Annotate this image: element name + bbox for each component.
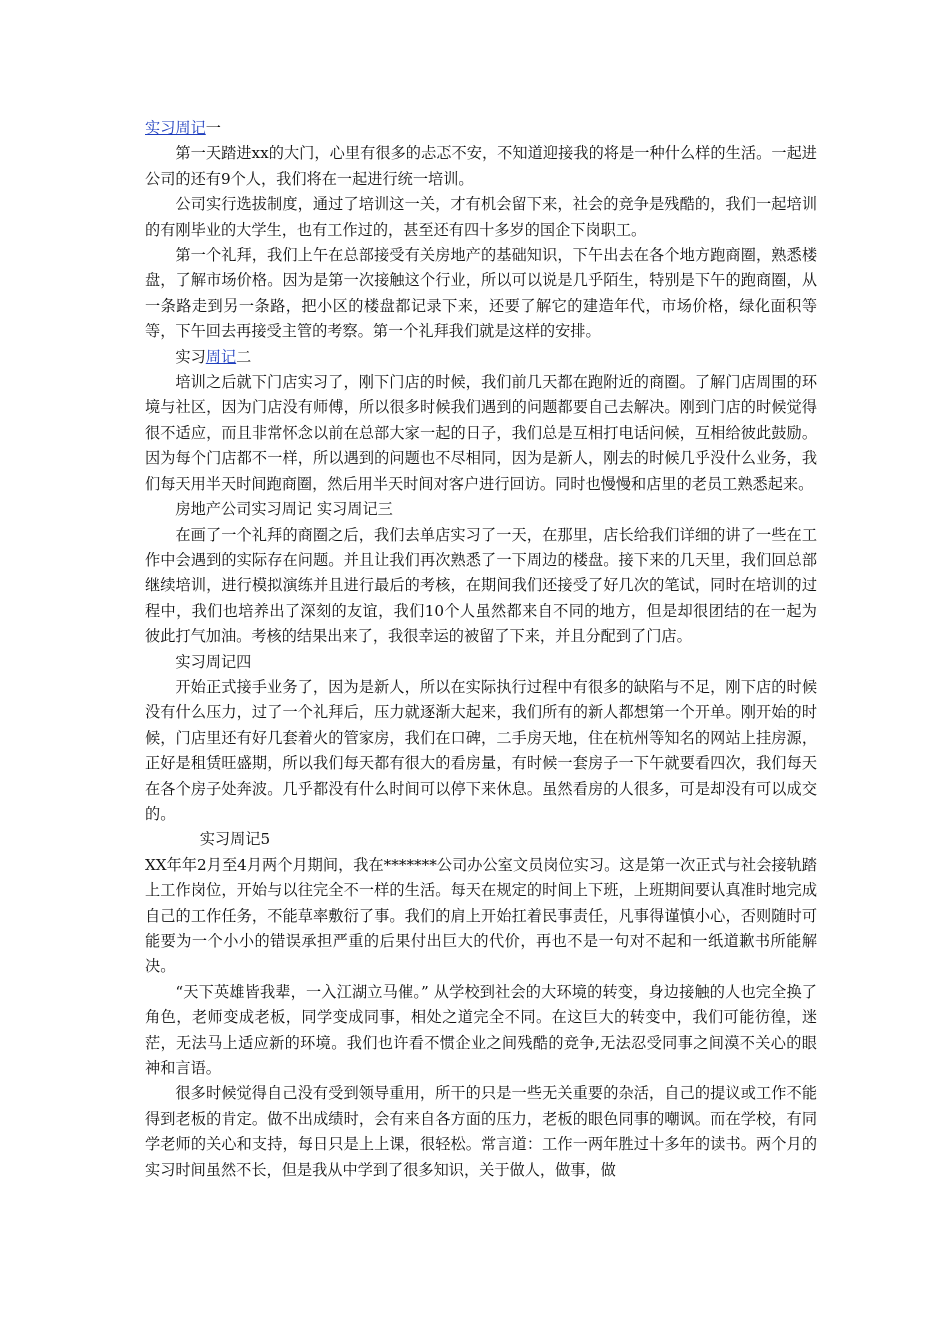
heading-week-3: 房地产公司实习周记 实习周记三 [175,500,393,519]
heading-week-1-suffix: 一 [205,119,221,137]
paragraph-3: 第一个礼拜，我们上午在总部接受有关房地产的基础知识，下午出去在各个地方跑商圈，熟悉楼盘，了解市场价格。因为是第一次接触这个行业，所以可以说是几乎陌生，特别是下午的跑商圈，从一条路走到另一条路，把小区的楼盘都记录下来，还要了解它的建造年代，市场价格，绿化面积等等，下午回去再接受主管的考察。第一个礼拜我们就是这样的安排。 [145,246,817,341]
heading-week-2-prefix: 实习 [175,347,206,366]
paragraph-8: “天下英雄皆我辈，一入江湖立马催。” 从学校到社会的大环境的转变，身边接触的人也完全换了角色，老师变成老板，同学变成同事，相处之道完全不同。在这巨大的转变中，我们可能彷徨，迷茫，无法马上适应新的环境。我们也许看不惯企业之间残酷的竞争,无法忍受同事之间漠不关心的眼神和言语。 [145,982,817,1078]
document-page [145,116,817,1183]
paragraph-1: 第一天踏进xx的大门，心里有很多的忐忑不安，不知道迎接我的将是一种什么样的生活。一起进公司的还有9个人，我们将在一起进行统一培训。 [145,144,817,188]
heading-week-2-suffix: 二 [236,347,252,366]
heading-week-1-link[interactable]: 实习周记 [145,119,206,137]
heading-week-1 [145,116,817,141]
paragraph-5: 在画了一个礼拜的商圈之后，我们去单店实习了一天，在那里，店长给我们详细的讲了一些在工作中会遇到的实际存在问题。并且让我们再次熟悉了一下周边的楼盘。接下来的几天里，我们回总部继续培训，进行模拟演练并且进行最后的考核，在期间我们还接受了好几次的笔试，同时在培训的过程中，我们也培养出了深刻的友谊，我们10个人虽然都来自不同的地方，但是却很团结的在一起为彼此打气加油。考核的结果出来了，我很幸运的被留了下来，并且分配到了门店。 [145,525,817,646]
paragraph-2: 公司实行选拔制度，通过了培训这一关，才有机会留下来，社会的竞争是残酷的，我们一起培训的有刚毕业的大学生，也有工作过的，甚至还有四十多岁的国企下岗职工。 [145,195,817,239]
paragraph-6: 开始正式接手业务了，因为是新人，所以在实际执行过程中有很多的缺陷与不足，刚下店的时候没有什么压力，过了一个礼拜后，压力就逐渐大起来，我们所有的新人都想第一个开单。刚开始的时候，门店里还有好几套着火的管家房，我们在口碑，二手房天地，住在杭州等知名的网站上挂房源，正好是租赁旺盛期，所以我们每天都有很大的看房量，有时候一套房子一下午就要看四次，我们每天在各个房子处奔波。几乎都没有什么时间可以停下来休息。虽然看房的人很多，可是却没有可以成交的。 [145,677,817,823]
heading-week-5: 实习周记5 [199,830,271,849]
paragraph-4: 培训之后就下门店实习了，刚下门店的时候，我们前几天都在跑附近的商圈。了解门店周围的环境与社区，因为门店没有师傅，所以很多时候我们遇到的问题都要自己去解决。刚到门店的时候觉得很不适应，而且非常怀念以前在总部大家一起的日子，我们总是互相打电话问候，互相给彼此鼓励。因为每个门店都不一样，所以遇到的问题也不尽相同，因为是新人，刚去的时候几乎没什么业务，我们每天用半天时间跑商圈，然后用半天时间对客户进行回访。同时也慢慢和店里的老员工熟悉起来。 [145,373,817,493]
paragraph-7: XX年年2月至4月两个月期间，我在*******公司办公室文员岗位实习。这是第一次正式与社会接轨踏上工作岗位，开始与以往完全不一样的生活。每天在规定的时间上下班，上班期间要认真准时地完成自己的工作任务，不能草率敷衍了事。我们的肩上开始扛着民事责任，凡事得谨慎小心，否则随时可能要为一个小小的错误承担严重的后果付出巨大的代价，再也不是一句对不起和一纸道歉书所能解决。 [145,855,817,976]
paragraph-9: 很多时候觉得自己没有受到领导重用，所干的只是一些无关重要的杂活，自己的提议或工作不能得到老板的肯定。做不出成绩时，会有来自各方面的压力，老板的眼色同事的嘲讽。而在学校，有同学老师的关心和支持，每日只是上上课，很轻松。常言道：工作一两年胜过十多年的读书。两个月的实习时间虽然不长，但是我从中学到了很多知识，关于做人，做事，做 [145,1084,817,1179]
heading-week-2 [145,345,817,370]
heading-week-4: 实习周记四 [175,652,252,671]
heading-week-2-link[interactable]: 周记 [205,347,237,366]
